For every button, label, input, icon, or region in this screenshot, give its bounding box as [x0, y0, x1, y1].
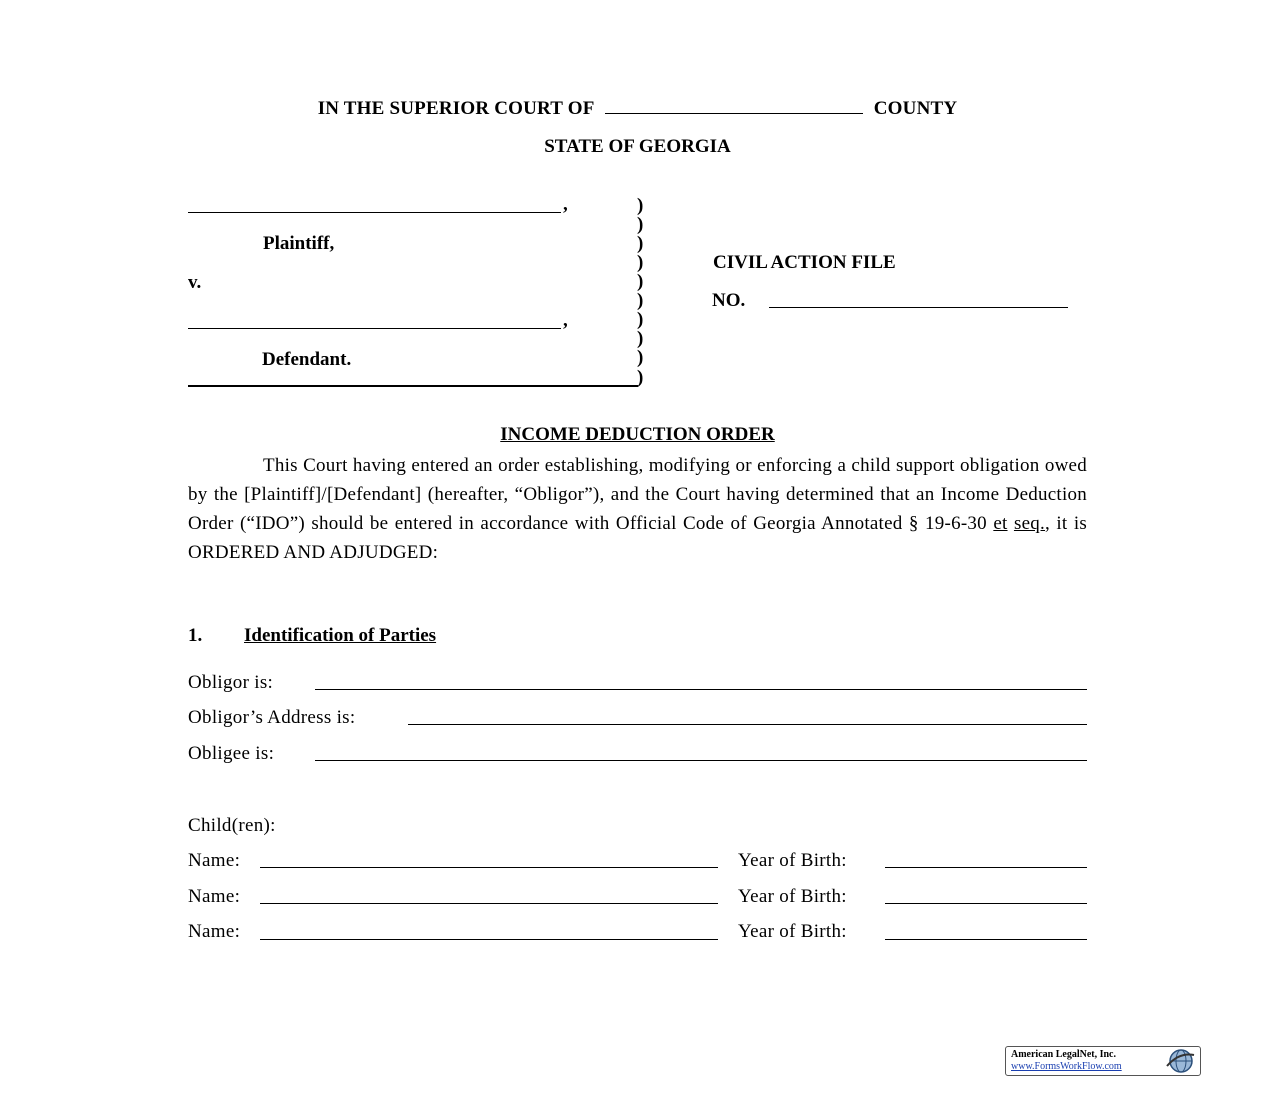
paren: ) — [637, 290, 644, 311]
logo-url-link[interactable]: www.FormsWorkFlow.com — [1011, 1061, 1122, 1072]
child-yob-label: Year of Birth: — [738, 886, 847, 907]
file-no-blank-line — [769, 307, 1068, 308]
para-part1: This Court having entered an order establishing, modifying or enforcing a child support obligation owed by the [Plaintiff]/[Defendant] (hereafter, “Obligor”), and the Court having determined that an Income Deduction Order (“IDO”) should be entered in accordance with Official Code of Georgia Annotated § 19-6-30 — [188, 455, 1087, 534]
logo-company-name: American LegalNet, Inc. — [1011, 1049, 1116, 1060]
child-yob-field-line[interactable] — [885, 939, 1087, 940]
caption-bottom-rule — [188, 385, 638, 387]
para-part2: , it is ORDERED AND ADJUDGED: — [188, 513, 1088, 563]
paren: ) — [637, 195, 644, 216]
county-suffix: COUNTY — [873, 98, 958, 119]
county-blank — [605, 99, 863, 114]
para-seq: seq. — [1013, 513, 1046, 534]
child-yob-field-line[interactable] — [885, 867, 1087, 868]
paren: ) — [637, 328, 644, 349]
child-name-field-line[interactable] — [260, 903, 718, 904]
plaintiff-comma: , — [563, 194, 568, 215]
child-name-label: Name: — [188, 921, 241, 942]
child-yob-field-line[interactable] — [885, 903, 1087, 904]
state-title: STATE OF GEORGIA — [544, 136, 731, 157]
child-name-field-line[interactable] — [260, 939, 718, 940]
paren: ) — [637, 271, 644, 292]
paren: ) — [637, 252, 644, 273]
plaintiff-label: Plaintiff, — [263, 233, 335, 254]
plaintiff-blank-line — [188, 212, 561, 213]
forms-workflow-logo[interactable] — [1005, 1046, 1201, 1076]
paren: ) — [637, 367, 644, 388]
obligee-label: Obligee is: — [188, 743, 275, 764]
obligor-label: Obligor is: — [188, 672, 274, 693]
obligor-field-line[interactable] — [315, 689, 1087, 690]
globe-icon — [1161, 1048, 1197, 1074]
defendant-comma: , — [563, 310, 568, 331]
child-yob-label: Year of Birth: — [738, 921, 847, 942]
obligor-address-label: Obligor’s Address is: — [188, 707, 356, 728]
child-name-label: Name: — [188, 850, 241, 871]
para-et: et — [993, 513, 1008, 534]
paren: ) — [637, 309, 644, 330]
defendant-blank-line — [188, 328, 561, 329]
obligee-field-line[interactable] — [315, 760, 1087, 761]
paren: ) — [637, 347, 644, 368]
paren: ) — [637, 214, 644, 235]
section-number: 1. — [188, 625, 203, 646]
section-heading: Identification of Parties — [244, 625, 437, 646]
child-name-label: Name: — [188, 886, 241, 907]
defendant-label: Defendant. — [262, 349, 352, 370]
order-paragraph — [188, 451, 1087, 567]
child-yob-label: Year of Birth: — [738, 850, 847, 871]
paren: ) — [637, 233, 644, 254]
order-title: INCOME DEDUCTION ORDER — [500, 424, 775, 445]
civil-action-label: CIVIL ACTION FILE — [713, 252, 896, 273]
child-name-field-line[interactable] — [260, 867, 718, 868]
versus-label: v. — [188, 272, 202, 293]
obligor-address-field-line[interactable] — [408, 724, 1087, 725]
court-title — [0, 98, 1275, 120]
children-label: Child(ren): — [188, 815, 276, 836]
court-prefix: IN THE SUPERIOR COURT OF — [317, 98, 594, 119]
file-no-label: NO. — [712, 290, 746, 311]
